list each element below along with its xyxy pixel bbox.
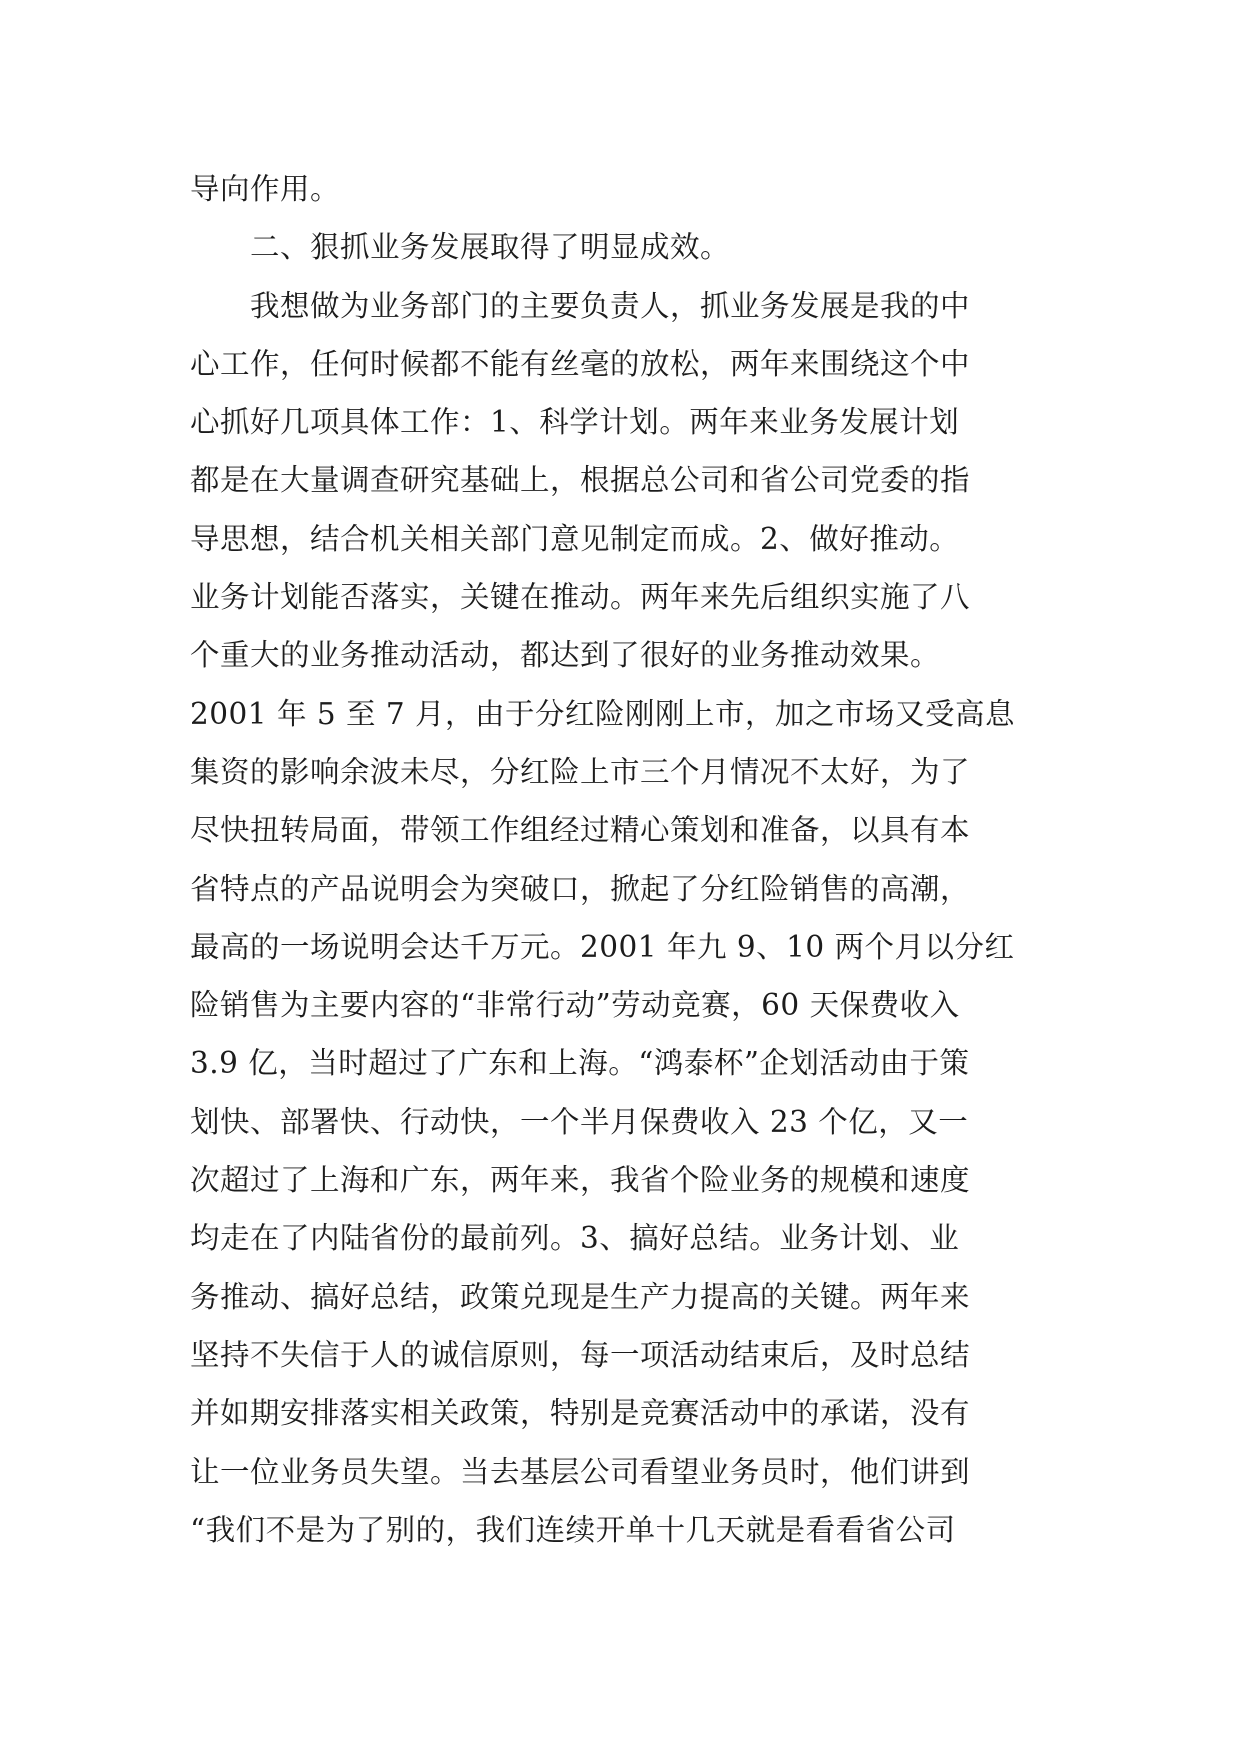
- text-line: 坚持不失信于人的诚信原则，每一项活动结束后，及时总结: [190, 1337, 971, 1372]
- text-line: 划快、部署快、行动快，一个半月保费收入 23 个亿，又一: [190, 1104, 969, 1139]
- text-line: 尽快扭转局面，带领工作组经过精心策划和准备，以具有本: [190, 813, 971, 848]
- text-line: 3.9 亿，当时超过了广东和上海。“鸿泰杯”企划活动由于策: [190, 1046, 970, 1081]
- text-line: 让一位业务员失望。当去基层公司看望业务员时，他们讲到: [190, 1454, 971, 1489]
- text-line: 业务计划能否落实，关键在推动。两年来先后组织实施了八: [190, 580, 971, 615]
- text-line: “我们不是为了别的，我们连续开单十几天就是看看省公司: [190, 1512, 956, 1547]
- text-line: 2001 年 5 至 7 月，由于分红险刚刚上市，加之市场又受高息: [190, 696, 1015, 731]
- text-line: 导向作用。: [190, 172, 341, 206]
- text-line: 个重大的业务推动活动，都达到了很好的业务推动效果。: [190, 638, 941, 673]
- section-heading: 二、狠抓业务发展取得了明显成效。: [190, 230, 731, 265]
- text-line: 心工作，任何时候都不能有丝毫的放松，两年来围绕这个中: [190, 346, 971, 381]
- text-line: 我想做为业务部门的主要负责人，抓业务发展是我的中: [190, 288, 971, 323]
- text-line: 最高的一场说明会达千万元。2001 年九 9、10 两个月以分红: [190, 929, 1015, 964]
- text-line: 心抓好几项具体工作：1、科学计划。两年来业务发展计划: [190, 405, 960, 440]
- text-line: 省特点的产品说明会为突破口，掀起了分红险销售的高潮，: [190, 871, 971, 906]
- text-line: 集资的影响余波未尽，分红险上市三个月情况不太好，为了: [190, 754, 971, 789]
- text-line: 均走在了内陆省份的最前列。3、搞好总结。业务计划、业: [190, 1221, 960, 1256]
- text-line: 次超过了上海和广东，两年来，我省个险业务的规模和速度: [190, 1163, 971, 1198]
- text-line: 务推动、搞好总结，政策兑现是生产力提高的关键。两年来: [190, 1279, 971, 1314]
- body-text: [190, 160, 1060, 1559]
- text-line: 都是在大量调查研究基础上，根据总公司和省公司党委的指: [190, 463, 971, 498]
- text-line: 并如期安排落实相关政策，特别是竞赛活动中的承诺，没有: [190, 1396, 971, 1431]
- text-line: 导思想，结合机关相关部门意见制定而成。2、做好推动。: [190, 521, 960, 556]
- text-line: 险销售为主要内容的“非常行动”劳动竞赛，60 天保费收入: [190, 988, 960, 1023]
